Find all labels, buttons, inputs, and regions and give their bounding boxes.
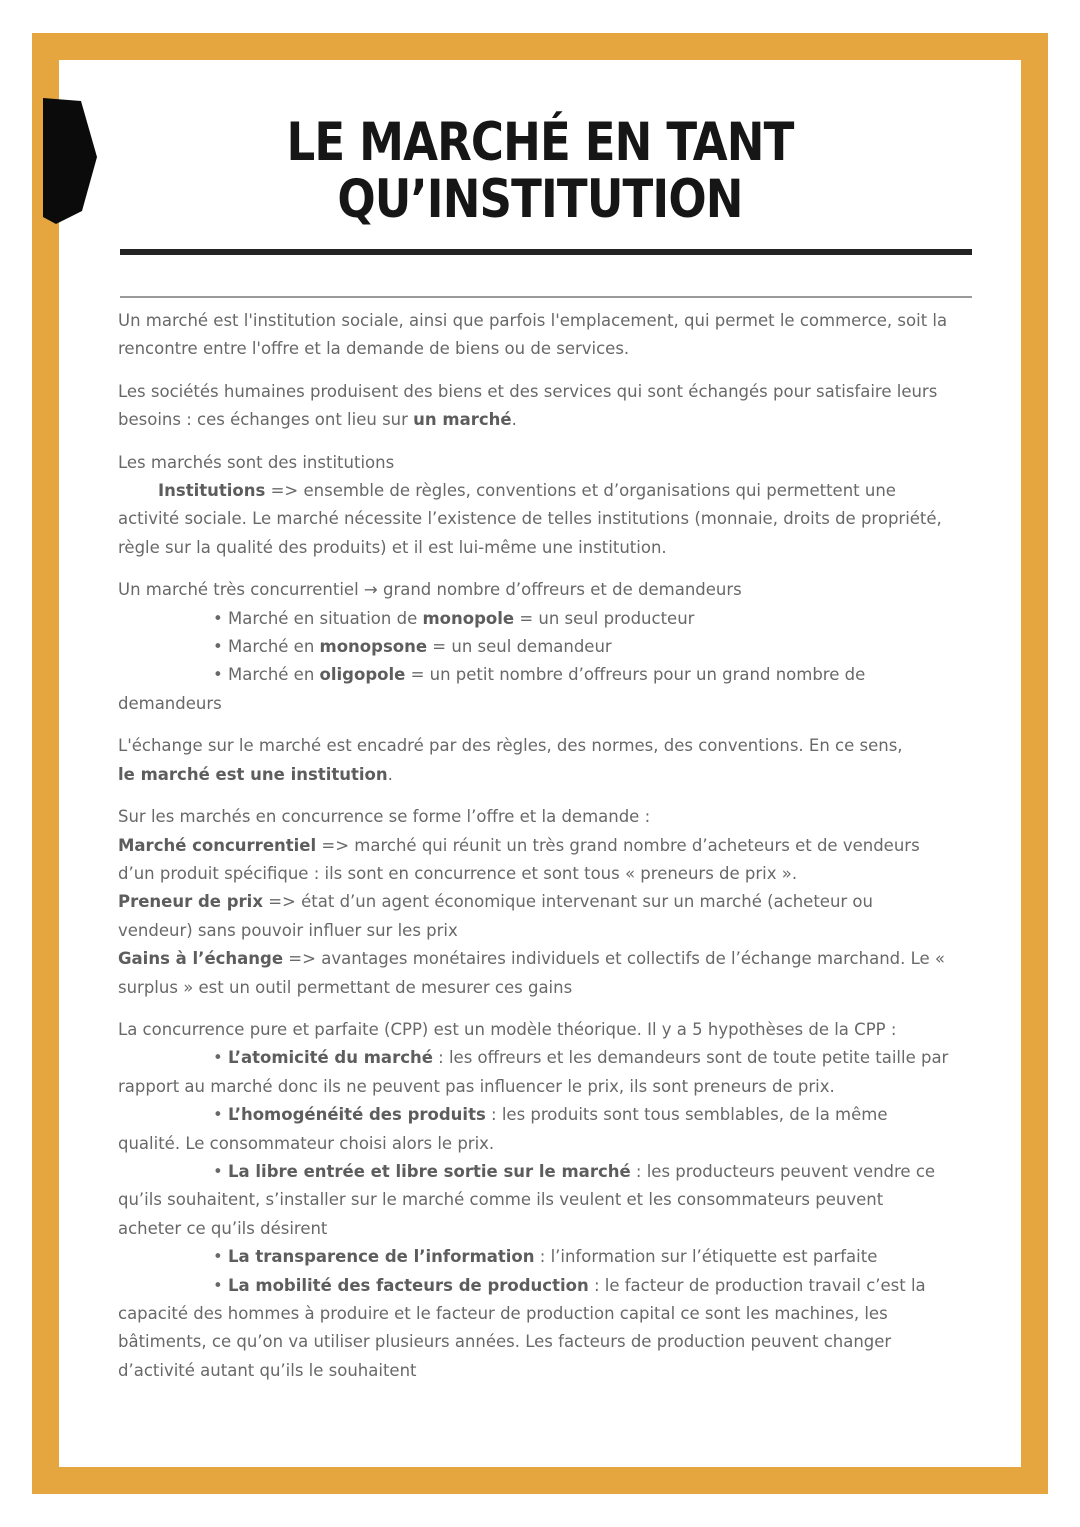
bullet-item: • Marché en oligopole = un petit nombre d’offreurs pour un grand nombre de demandeurs	[118, 665, 866, 713]
page-title	[131, 114, 949, 228]
paragraph: L'échange sur le marché est encadré par des règles, des normes, des conventions. En ce sens, le marché est une institution.	[118, 736, 903, 784]
document-body	[118, 307, 950, 1385]
bullet-item: • Marché en monopsone = un seul demandeur	[213, 637, 612, 657]
bookmark-shape	[43, 98, 97, 224]
paragraph: Un marché est l'institution sociale, ainsi que parfois l'emplacement, qui permet le commerce, soit la rencontre entre l'offre et la demande de biens ou de services.	[118, 311, 948, 359]
bullet-item: • La transparence de l’information : l’information sur l’étiquette est parfaite	[213, 1247, 878, 1267]
page-border-frame	[32, 33, 1048, 1494]
bullet-item: • L’homogénéité des produits : les produits sont tous semblables, de la même qualité. Le consommateur choisi alors le prix.	[118, 1105, 888, 1153]
paragraph: Marché concurrentiel => marché qui réunit un très grand nombre d’acheteurs et de vendeurs d’un produit spécifique : ils sont en concurrence et sont tous « preneurs de prix ».	[118, 835, 920, 883]
title-rule-thick	[120, 249, 972, 255]
paragraph: Un marché très concurrentiel → grand nombre d’offreurs et de demandeurs	[118, 580, 742, 600]
bullet-item: • La libre entrée et libre sortie sur le marché : les producteurs peuvent vendre ce qu’ils souhaitent, s’installer sur le marché comme ils veulent et les consommateurs peuvent acheter ce qu’ils désirent	[118, 1161, 936, 1238]
page-title-line-2: QU’INSTITUTION	[337, 169, 743, 230]
page-title-line-1: LE MARCHÉ EN TANT	[286, 112, 794, 173]
bullet-item: • L’atomicité du marché : les offreurs et les demandeurs sont de toute petite taille par rapport au marché donc ils ne peuvent pas influencer le prix, ils sont preneurs de prix.	[118, 1048, 949, 1096]
page	[59, 60, 1021, 1467]
paragraph: Les marchés sont des institutions	[118, 452, 395, 472]
paragraph: Gains à l’échange => avantages monétaires individuels et collectifs de l’échange marchand. Le « surplus » est un outil permettant de mesurer ces gains	[118, 949, 946, 997]
paragraph: La concurrence pure et parfaite (CPP) est un modèle théorique. Il y a 5 hypothèses de la CPP :	[118, 1019, 897, 1039]
bookmark-icon	[43, 97, 97, 224]
paragraph: Institutions => ensemble de règles, conventions et d’organisations qui permettent une activité sociale. Le marché nécessite l’existence de telles institutions (monnaie, droits de propriété, règle sur la qualité des produits) et il est lui-même une institution.	[118, 481, 942, 557]
title-rule-thin	[120, 296, 972, 298]
paragraph: Les sociétés humaines produisent des biens et des services qui sont échangés pour satisfaire leurs besoins : ces échanges ont lieu sur un marché.	[118, 381, 938, 430]
paragraph: Preneur de prix => état d’un agent économique intervenant sur un marché (acheteur ou vendeur) sans pouvoir influer sur les prix	[118, 892, 873, 940]
bullet-item: • Marché en situation de monopole = un seul producteur	[213, 608, 695, 628]
paragraph: Sur les marchés en concurrence se forme l’offre et la demande :	[118, 807, 651, 827]
bullet-item: • La mobilité des facteurs de production : le facteur de production travail c’est la capacité des hommes à produire et le facteur de production capital ce sont les machines, les bâtiments, ce qu’on va utiliser plusieurs années. Les facteurs de production peuvent changer d’activité autant qu’ils le souhaitent	[118, 1275, 926, 1380]
